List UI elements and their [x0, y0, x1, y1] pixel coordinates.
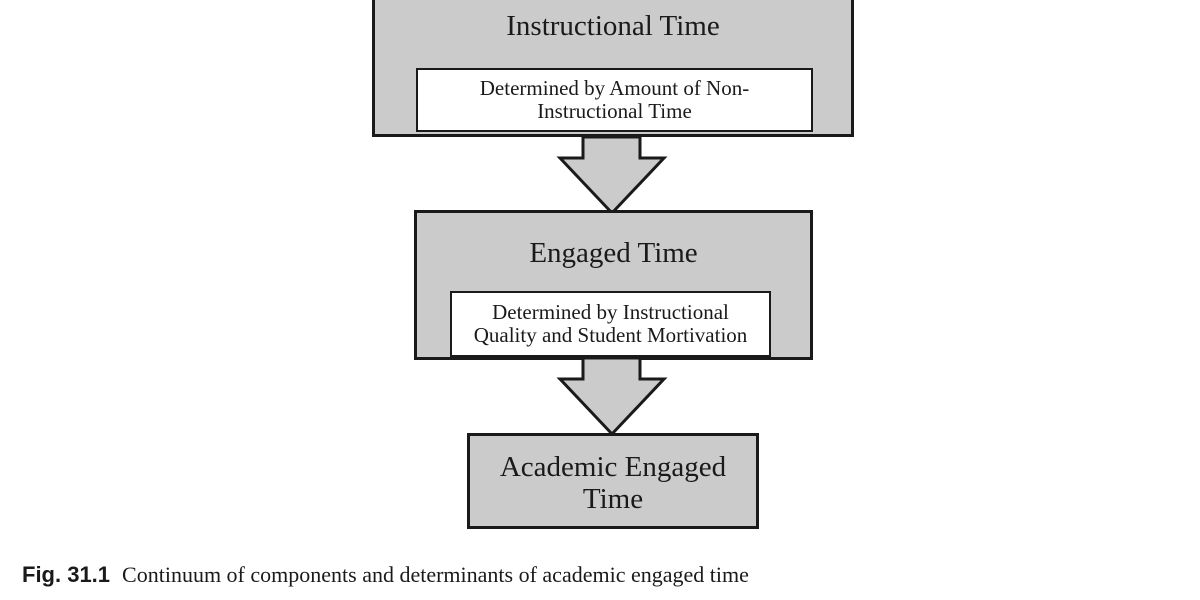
academic-engaged-time-title: Academic Engaged Time: [499, 451, 727, 515]
instructional-time-title: Instructional Time: [506, 10, 720, 42]
figure-caption-text: Continuum of components and determinants of academic engaged time: [122, 562, 749, 587]
engaged-time-box: [414, 210, 813, 360]
engaged-time-title: Engaged Time: [529, 237, 698, 269]
engaged-time-determinant: Determined by Instructional Quality and Student Mortivation: [450, 291, 771, 357]
figure-label: Fig. 31.1: [22, 562, 111, 587]
instructional-time-box: [372, 0, 854, 137]
down-arrow-1: [555, 136, 670, 216]
down-arrow-2: [555, 357, 670, 437]
figure-caption: [22, 562, 749, 588]
instructional-time-determinant: Determined by Amount of Non- Instructional Time: [416, 68, 813, 132]
academic-engaged-time-box: [467, 433, 759, 529]
